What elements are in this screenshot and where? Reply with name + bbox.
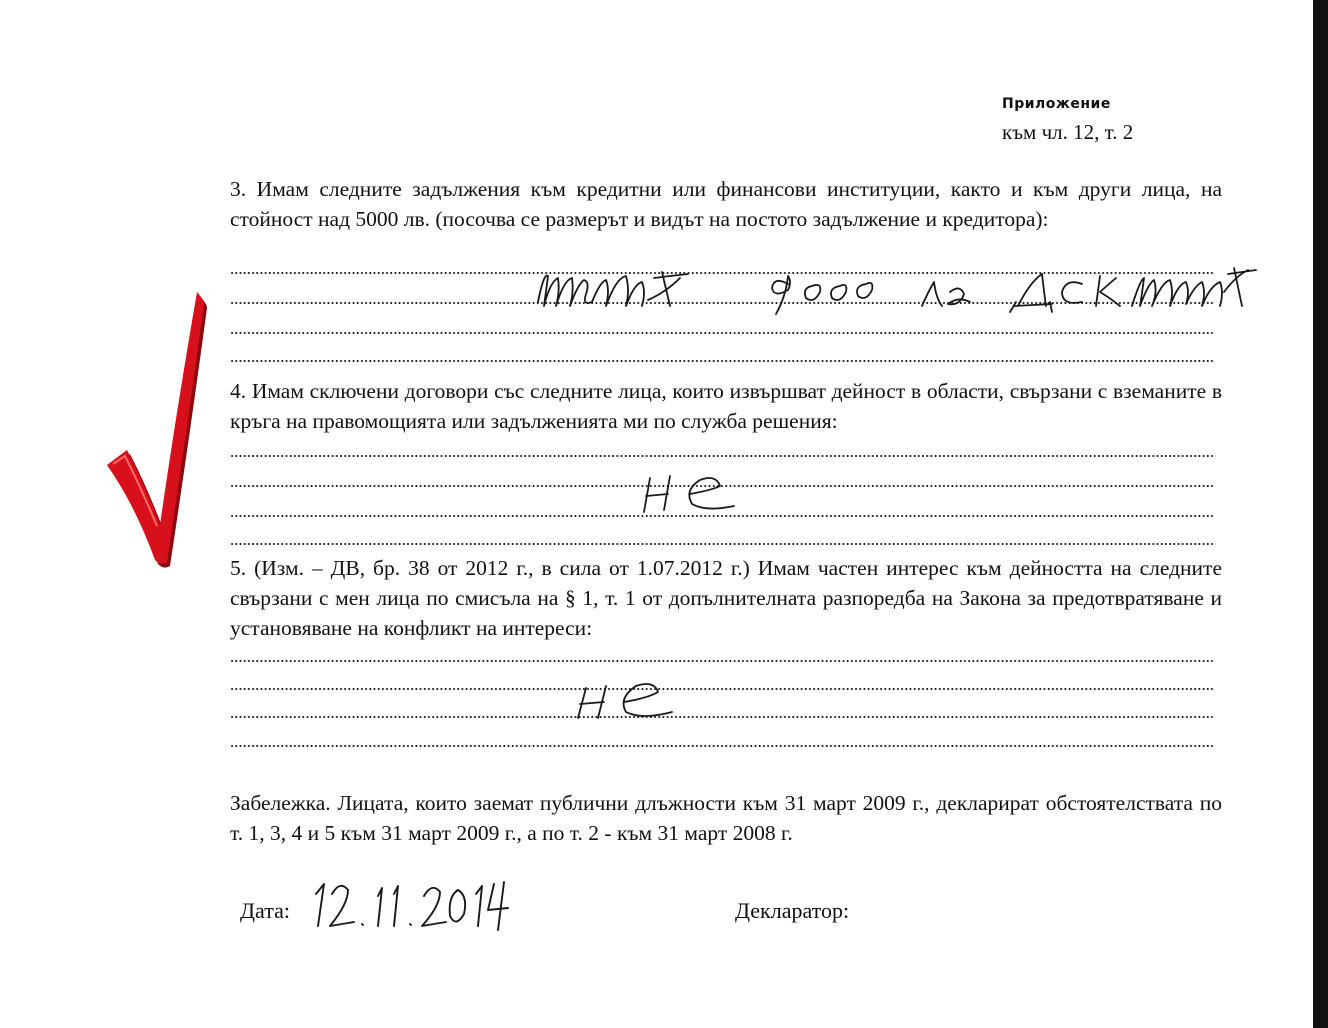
appendix-reference: към чл. 12, т. 2 bbox=[1002, 120, 1134, 144]
handwritten-answer-section-4 bbox=[636, 468, 746, 518]
note-text: Забележка. Лицата, които заемат публични длъжности към 31 март 2009 г., декларират обстоятелствата по т. 1, 3, 4 и 5 към 31 март 2009 г., а по т. 2 - към 31 март 2008 г. bbox=[230, 791, 1222, 845]
handwritten-answer-section-5 bbox=[572, 678, 682, 726]
answer-line bbox=[230, 360, 1215, 362]
answer-line bbox=[230, 660, 1215, 662]
answer-line bbox=[230, 688, 1215, 690]
section-4-text: 4. Имам сключени договори със следните лица, които извършват дейност в области, свързани с вземаните в кръга на правомощията или задълженията ми по служба решения: bbox=[230, 379, 1222, 433]
date-label: Дата: bbox=[240, 898, 290, 923]
declarator-label: Декларатор: bbox=[735, 898, 850, 923]
page-right-border bbox=[1313, 0, 1328, 1028]
appendix-title: Приложение bbox=[1002, 96, 1111, 112]
handwritten-answer-section-3 bbox=[530, 262, 1260, 322]
check-mark-icon bbox=[105, 290, 215, 570]
answer-line bbox=[230, 543, 1215, 545]
answer-line bbox=[230, 745, 1215, 747]
section-3-text: 3. Имам следните задължения към кредитни или финансови институции, както и към други лица, на стойност над 5000 лв. (посочва се размерът и видът на постото задължение и кредитора): bbox=[230, 177, 1222, 231]
answer-line bbox=[230, 716, 1215, 718]
section-5-text: 5. (Изм. – ДВ, бр. 38 от 2012 г., в сила от 1.07.2012 г.) Имам частен интерес към дейността на следните свързани с мен лица по смисъла на § 1, т. 1 от допълнителната разпоредба на Закона за предотвратяване и установяване на конфликт на интереси: bbox=[230, 556, 1222, 640]
answer-line bbox=[230, 332, 1215, 334]
handwritten-date bbox=[310, 876, 510, 932]
answer-line bbox=[230, 455, 1215, 457]
